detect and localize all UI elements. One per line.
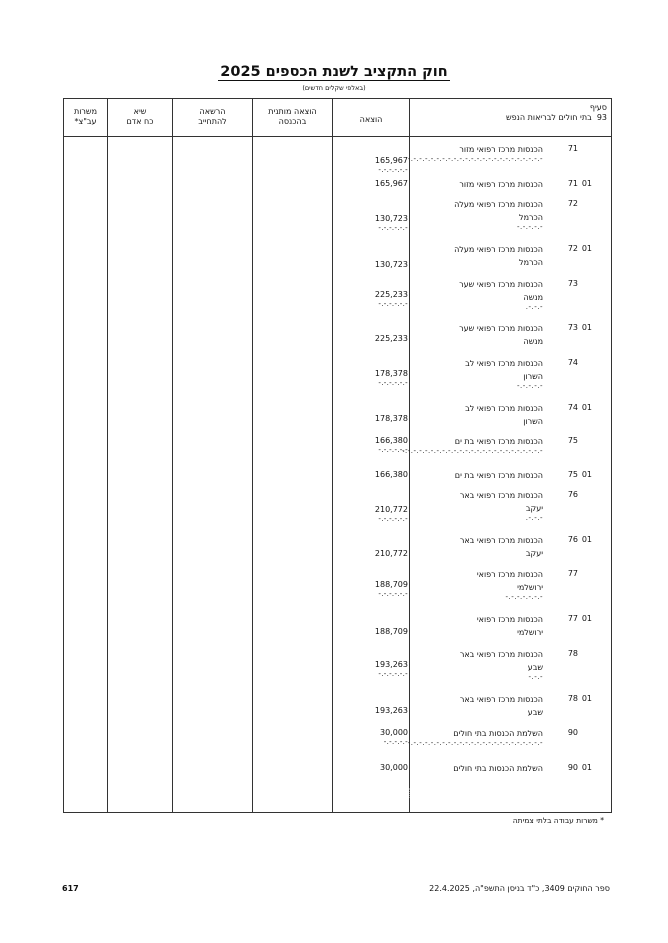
col-divider-4 xyxy=(332,98,333,813)
row-code xyxy=(558,143,592,155)
row-main-code: 74 xyxy=(567,358,578,367)
header-conditional-expense-line2: בהכנסה xyxy=(278,117,307,126)
row-description-line1: הכנסות מרכז רפואי שער xyxy=(459,324,543,333)
row-amount-leader: -.-.-.-.-.- xyxy=(378,379,408,387)
row-description-leader: -.-.-. xyxy=(525,303,543,311)
row-description-line1: הכנסות מרכז רפואי מזור xyxy=(459,180,543,189)
row-description-line1: הכנסות מרכז רפואי באר xyxy=(459,536,543,545)
row-code xyxy=(558,693,592,705)
row-description-line1: הכנסות מרכז רפואי בת ים xyxy=(454,437,543,446)
row-main-code: 90 xyxy=(567,763,578,772)
row-code xyxy=(558,435,592,447)
row-sub-code: 01 xyxy=(581,694,592,703)
col-divider-5 xyxy=(409,98,410,813)
row-description xyxy=(423,357,543,390)
row-main-code: 77 xyxy=(567,614,578,623)
row-amount-leader: -.-.-.-.-.- xyxy=(378,300,408,308)
row-code xyxy=(558,489,592,501)
row-description xyxy=(423,534,543,560)
budget-table xyxy=(63,98,612,813)
row-main-code: 74 xyxy=(567,403,578,412)
row-amount-leader: -.-.-.-.-.- xyxy=(378,224,408,232)
header-bottom-border xyxy=(64,136,611,137)
row-description-line1: הכנסות מרכז רפואי באר xyxy=(459,695,543,704)
row-amount-leader: -.-.-.-.-.- xyxy=(378,446,408,454)
row-amount xyxy=(364,469,408,481)
row-description xyxy=(423,469,543,482)
row-description xyxy=(407,727,543,747)
row-amount xyxy=(364,259,408,271)
row-sub-code: 01 xyxy=(581,403,592,412)
page-title-text: חוק התקציב לשנת הכספים 2025 xyxy=(220,64,448,80)
row-description-line1: הכנסות מרכז רפואי מזור xyxy=(459,145,543,154)
table-top-border xyxy=(64,98,611,99)
row-description xyxy=(423,402,543,428)
row-amount xyxy=(364,289,408,307)
header-commitment-line2: להתחייב xyxy=(198,117,227,126)
row-amount xyxy=(364,155,408,173)
row-code xyxy=(558,178,592,190)
row-description-line1: הכנסות מרכז רפואי לב xyxy=(465,404,543,413)
row-description-leader: -.-.-.-.-.-.- xyxy=(505,593,543,601)
row-main-code: 75 xyxy=(567,470,578,479)
row-code xyxy=(558,534,592,546)
row-amount-value: 188,709 xyxy=(374,627,408,636)
row-main-code: 76 xyxy=(567,490,578,499)
header-positions-line2: עב"צ* xyxy=(74,117,97,126)
footnote: * משרות עבודה בלתי צמיתה xyxy=(512,816,604,825)
row-description xyxy=(423,613,543,639)
row-amount xyxy=(364,178,408,190)
row-main-code: 73 xyxy=(567,323,578,332)
col-divider-1 xyxy=(107,98,108,813)
row-description-line1: הכנסות מרכז רפואי בת ים xyxy=(454,471,543,480)
row-amount-value: 225,233 xyxy=(374,334,408,343)
row-description-line1: השלמת הכנסות בתי חולים xyxy=(453,729,543,738)
row-description-leader: -.-.- xyxy=(528,673,543,681)
row-amount-value: 193,263 xyxy=(374,706,408,715)
row-amount xyxy=(364,579,408,597)
row-description-line2: מנשה xyxy=(523,293,543,302)
row-code xyxy=(558,357,592,369)
header-expense: הוצאה xyxy=(359,115,383,124)
row-description-line1: הכנסות מרכז רפואי באר xyxy=(459,650,543,659)
row-description-line2: השרון xyxy=(523,372,543,381)
row-amount-value: 210,772 xyxy=(374,549,408,558)
row-code xyxy=(558,613,592,625)
row-sub-code: 01 xyxy=(581,323,592,332)
row-description xyxy=(401,435,543,455)
row-description xyxy=(423,693,543,719)
row-amount-leader: -.-.-.-.-.- xyxy=(378,166,408,174)
row-amount xyxy=(364,213,408,231)
row-description-line2: ירושלמי xyxy=(517,583,543,592)
page-subtitle: (באלפי שקלים חדשים) xyxy=(302,84,366,92)
row-amount-leader: -.-.-.-.- xyxy=(383,738,408,746)
row-sub-code: 01 xyxy=(581,763,592,772)
row-description xyxy=(423,568,543,601)
row-description-leader: -.-.-.-.- xyxy=(516,223,543,231)
row-description-leader: -.-.-.-.-.-.-.-.-.-.-.-.-.-.-.-.-.-.-.-.-.-.-.- xyxy=(407,739,543,747)
row-description xyxy=(423,243,543,269)
row-code xyxy=(558,648,592,660)
header-manpower-line2: כח אדם xyxy=(126,117,154,126)
row-amount-leader: -.-.-.-.-.- xyxy=(378,590,408,598)
row-description xyxy=(423,278,543,311)
row-description xyxy=(423,489,543,522)
row-description-line2: השרון xyxy=(523,417,543,426)
row-description-line1: הכנסות מרכז רפואי לב xyxy=(465,359,543,368)
row-description xyxy=(423,762,543,775)
row-sub-code: 01 xyxy=(581,244,592,253)
row-description-line2: יעקב xyxy=(525,549,543,558)
row-description-line2: הכרמל xyxy=(519,258,543,267)
row-amount-value: 193,263 xyxy=(374,660,408,669)
row-description-line1: הכנסות מרכז רפואי xyxy=(476,570,543,579)
row-description-line1: הכנסות מרכז רפואי שער xyxy=(459,280,543,289)
row-amount-value: 225,233 xyxy=(374,290,408,299)
row-main-code: 76 xyxy=(567,535,578,544)
row-code xyxy=(558,762,592,774)
row-description-line2: ירושלמי xyxy=(517,628,543,637)
row-description-line2: שבע xyxy=(527,663,543,672)
header-section-code: 93 xyxy=(596,113,607,122)
header-conditional-expense-line1: הוצאה מותנית xyxy=(268,107,317,116)
row-description-line2: מנשה xyxy=(523,337,543,346)
row-description xyxy=(423,198,543,231)
row-main-code: 78 xyxy=(567,649,578,658)
row-amount-value: 165,967 xyxy=(374,179,408,188)
header-commitment xyxy=(173,107,252,127)
row-amount xyxy=(364,705,408,717)
row-description-leader: -.-.-.-.- xyxy=(516,382,543,390)
row-amount-value: 165,967 xyxy=(374,156,408,165)
row-amount xyxy=(364,548,408,560)
row-main-code: 78 xyxy=(567,694,578,703)
row-main-code: 75 xyxy=(567,436,578,445)
table-bottom-border xyxy=(64,812,611,813)
row-code xyxy=(558,402,592,414)
row-amount-leader: -.-.-.-.-.- xyxy=(378,515,408,523)
footer-page-number: 617 xyxy=(62,884,79,893)
page-title xyxy=(0,64,668,80)
col-divider-3 xyxy=(252,98,253,813)
col-divider-2 xyxy=(172,98,173,813)
row-description-line2: שבע xyxy=(527,708,543,717)
row-description-line1: הכנסות מרכז רפואי xyxy=(476,615,543,624)
row-code xyxy=(558,243,592,255)
dotted-stub xyxy=(409,788,411,798)
row-amount-value: 178,378 xyxy=(374,369,408,378)
row-description xyxy=(407,143,543,163)
row-amount xyxy=(364,368,408,386)
row-description-leader: -.-.-. xyxy=(525,514,543,522)
row-main-code: 73 xyxy=(567,279,578,288)
row-description xyxy=(423,178,543,191)
header-section-label: סעיף xyxy=(589,103,607,112)
row-description xyxy=(423,322,543,348)
header-positions-line1: משרות xyxy=(73,107,98,116)
header-conditional-expense xyxy=(253,107,332,127)
row-sub-code: 01 xyxy=(581,535,592,544)
row-code xyxy=(558,198,592,210)
row-amount-value: 178,378 xyxy=(374,414,408,423)
row-amount xyxy=(364,727,408,745)
row-amount xyxy=(364,659,408,677)
row-description-line1: הכנסות מרכז רפואי מעלה xyxy=(454,200,543,209)
header-manpower-line1: שיא xyxy=(133,107,147,116)
header-section-name: בתי חולים לבריאות הנפש xyxy=(506,113,592,122)
row-description-line1: הכנסות מרכז רפואי מעלה xyxy=(454,245,543,254)
row-amount xyxy=(364,333,408,345)
header-positions xyxy=(64,107,107,127)
row-amount-value: 166,380 xyxy=(374,436,408,445)
row-main-code: 72 xyxy=(567,199,578,208)
row-main-code: 90 xyxy=(567,728,578,737)
row-main-code: 77 xyxy=(567,569,578,578)
row-code xyxy=(558,727,592,739)
header-section xyxy=(417,103,607,123)
row-sub-code: 01 xyxy=(581,179,592,188)
row-description-line1: הכנסות מרכז רפואי באר xyxy=(459,491,543,500)
row-amount-value: 166,380 xyxy=(374,470,408,479)
row-amount-value: 210,772 xyxy=(374,505,408,514)
row-amount xyxy=(364,626,408,638)
row-amount-value: 188,709 xyxy=(374,580,408,589)
row-amount xyxy=(364,435,408,453)
header-manpower xyxy=(108,107,172,127)
row-description-line2: יעקב xyxy=(525,504,543,513)
footer-publication: ספר החוקים 3409, כ"ד בניסן התשפ"ה, 22.4.2025 xyxy=(429,884,610,893)
row-amount-value: 30,000 xyxy=(380,728,408,737)
row-main-code: 72 xyxy=(567,244,578,253)
row-amount-value: 30,000 xyxy=(380,763,408,772)
row-code xyxy=(558,568,592,580)
row-sub-code: 01 xyxy=(581,470,592,479)
row-amount xyxy=(364,504,408,522)
row-description xyxy=(423,648,543,681)
row-code xyxy=(558,322,592,334)
row-code xyxy=(558,469,592,481)
row-amount-value: 130,723 xyxy=(374,214,408,223)
row-amount xyxy=(364,762,408,774)
row-description-line2: הכרמל xyxy=(519,213,543,222)
row-description-leader: -.-.-.-.-.-.-.-.-.-.-.-.-.-.-.-.-.-.-.-.-.-.-.-.- xyxy=(401,447,543,455)
header-commitment-line1: הרשאה xyxy=(199,107,226,116)
row-description-leader: -.-.-.-.-.-.-.-.-.-.-.-.-.-.-.-.-.-.-.-.-.-.-.- xyxy=(407,155,543,163)
row-amount xyxy=(364,413,408,425)
row-main-code: 71 xyxy=(567,179,578,188)
row-sub-code: 01 xyxy=(581,614,592,623)
row-amount-leader: -.-.-.-.-.- xyxy=(378,670,408,678)
row-code xyxy=(558,278,592,290)
row-main-code: 71 xyxy=(567,144,578,153)
header-section-title xyxy=(417,113,607,123)
row-description-line1: השלמת הכנסות בתי חולים xyxy=(453,764,543,773)
row-amount-value: 130,723 xyxy=(374,260,408,269)
